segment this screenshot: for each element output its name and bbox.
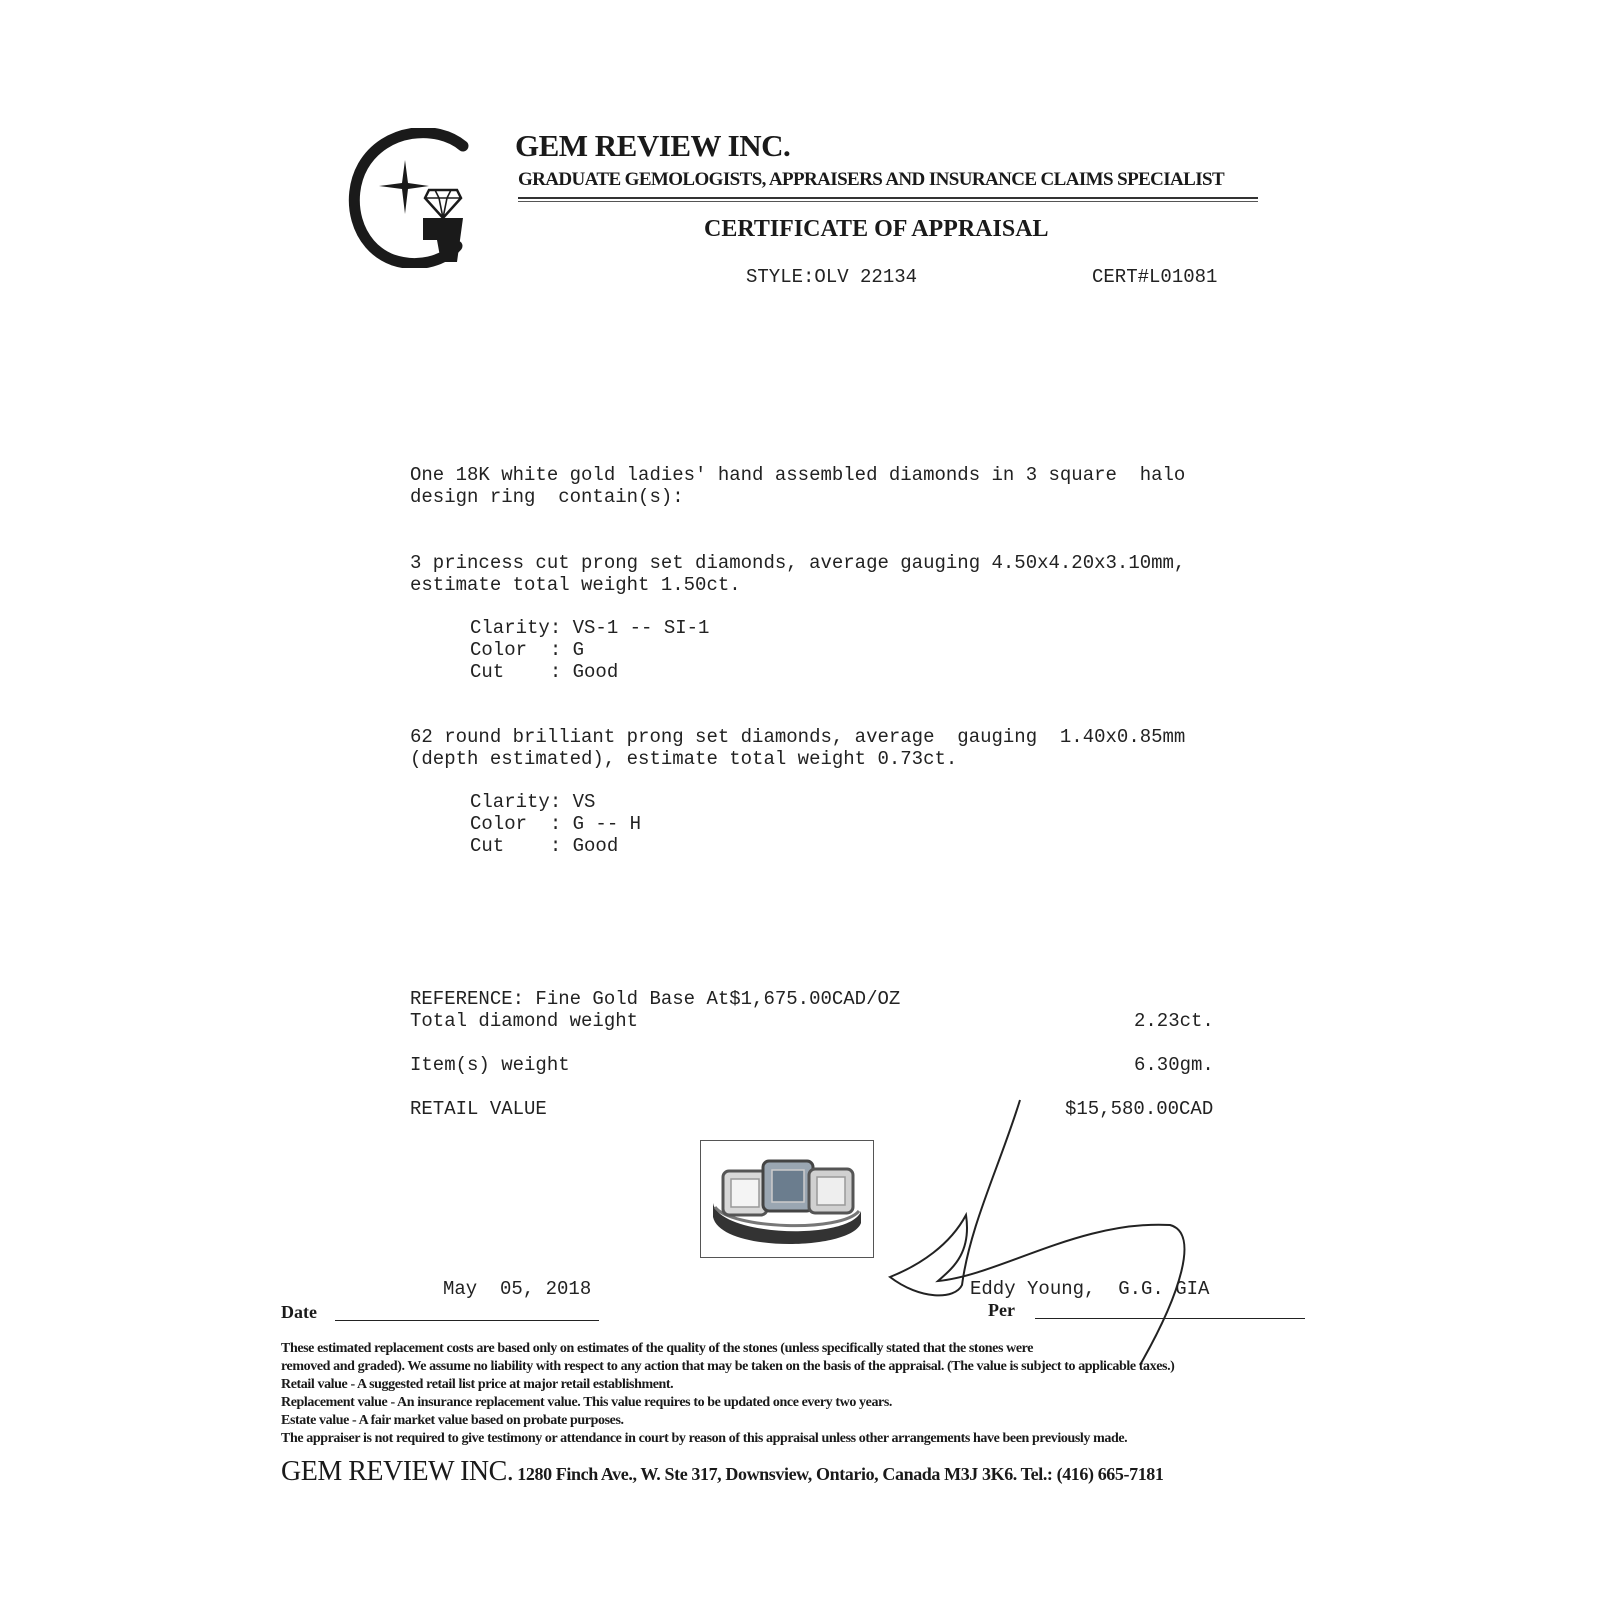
total-diamond-weight-label: Total diamond weight <box>410 1010 639 1032</box>
total-diamond-weight-value: 2.23ct. <box>1134 1010 1214 1032</box>
retail-value-amount: $15,580.00CAD <box>1065 1098 1214 1120</box>
appraisal-date: May 05, 2018 <box>443 1278 592 1300</box>
stone-1-line2: estimate total weight 1.50ct. <box>410 574 741 596</box>
stone-2-line2: (depth estimated), estimate total weight 0.73ct. <box>410 748 958 770</box>
footer-address-details: 1280 Finch Ave., W. Ste 317, Downsview, Ontario, Canada M3J 3K6. Tel.: (416) 665-7181 <box>517 1464 1164 1484</box>
company-tagline: GRADUATE GEMOLOGISTS, APPRAISERS AND INSURANCE CLAIMS SPECIALIST <box>518 169 1225 190</box>
footer-note-3: Retail value - A suggested retail list price at major retail establishment. <box>281 1377 674 1392</box>
footer-note-4: Replacement value - An insurance replacement value. This value requires to be updated once every two years. <box>281 1395 893 1410</box>
footer-note-1: These estimated replacement costs are based only on estimates of the quality of the stones (unless specifically stated that the stones were <box>281 1341 1034 1356</box>
reference-line: REFERENCE: Fine Gold Base At$1,675.00CAD/OZ <box>410 988 901 1010</box>
appraiser-name: Eddy Young, G.G. GIA <box>970 1278 1210 1300</box>
stone-1-cut: Cut : Good <box>470 661 619 683</box>
stone-1-line1: 3 princess cut prong set diamonds, average gauging 4.50x4.20x3.10mm, <box>410 552 1186 574</box>
gem-review-logo-icon <box>345 128 475 268</box>
per-label: Per <box>988 1300 1015 1320</box>
header-divider <box>518 197 1258 199</box>
item-weight-value: 6.30gm. <box>1134 1054 1214 1076</box>
item-description-line2: design ring contain(s): <box>410 486 684 508</box>
footer-address <box>281 1456 1164 1488</box>
stone-2-color: Color : G -- H <box>470 813 642 835</box>
footer-note-5: Estate value - A fair market value based on probate purposes. <box>281 1413 624 1428</box>
retail-value-label: RETAIL VALUE <box>410 1098 547 1120</box>
certificate-title: CERTIFICATE OF APPRAISAL <box>704 216 1049 242</box>
stone-2-clarity: Clarity: VS <box>470 791 596 813</box>
footer-note-6: The appraiser is not required to give testimony or attendance in court by reason of this appraisal unless other arrangements have been previously made. <box>281 1431 1128 1446</box>
ring-photo <box>700 1140 874 1258</box>
company-logo <box>345 128 475 268</box>
date-underline <box>335 1320 599 1321</box>
ring-photo-icon <box>701 1141 873 1257</box>
item-description-line1: One 18K white gold ladies' hand assembled diamonds in 3 square halo <box>410 464 1186 486</box>
cert-number: CERT#L01081 <box>1092 266 1218 288</box>
stone-1-clarity: Clarity: VS-1 -- SI-1 <box>470 617 710 639</box>
footer-company-name: GEM REVIEW INC. <box>281 1456 514 1487</box>
style-number: STYLE:OLV 22134 <box>746 266 918 288</box>
stone-1-color: Color : G <box>470 639 585 661</box>
item-weight-label: Item(s) weight <box>410 1054 570 1076</box>
stone-2-line1: 62 round brilliant prong set diamonds, average gauging 1.40x0.85mm <box>410 726 1186 748</box>
per-underline <box>1035 1318 1305 1319</box>
stone-2-cut: Cut : Good <box>470 835 619 857</box>
header-divider-thin <box>518 201 1258 202</box>
footer-note-2: removed and graded). We assume no liability with respect to any action that may be taken on the basis of the appraisal. (The value is subject to applicable taxes.) <box>281 1359 1175 1374</box>
company-name: GEM REVIEW INC. <box>515 128 791 163</box>
date-label: Date <box>281 1302 317 1322</box>
